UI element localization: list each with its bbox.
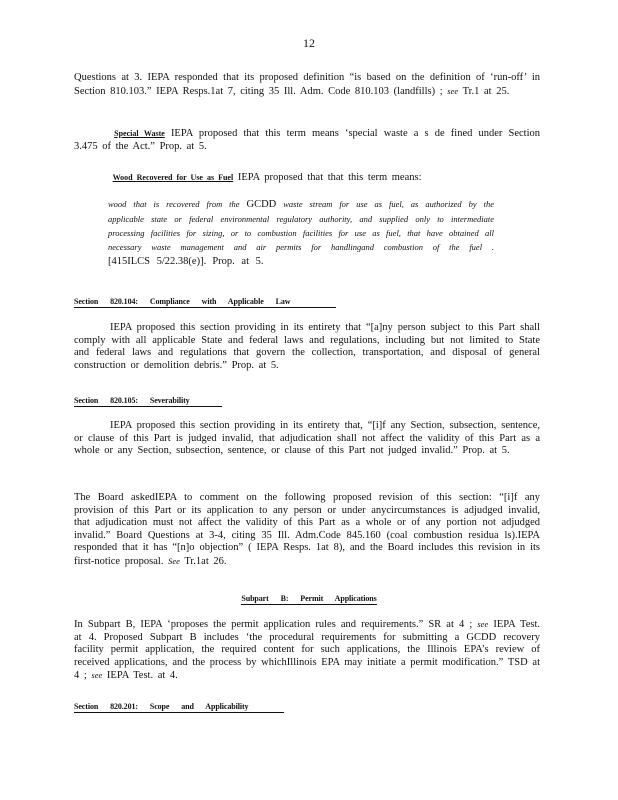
definition-prop: Prop. at 5. xyxy=(212,256,264,267)
subpart-b-text-c: IEPA Test. at 4. xyxy=(106,670,178,682)
definition-citation: [415ILCS 5/22.38(e)]. xyxy=(108,256,207,267)
definition-gcdd: GCDD xyxy=(246,199,277,210)
subpart-b-text-a: In Subpart B, IEPA ‘proposes the permit application rules and requirements.” SR at 4 ; xyxy=(74,619,473,630)
section-820-104-heading: Section 820.104: Compliance with Applicable Law xyxy=(74,297,336,308)
board-revision-text: The Board askedIEPA to comment on the following proposed revision of this section: “[i]f any provision of this Part or its application to any person or under anycircumstances is adjudged invalid, that adjudication must not affect the validity of this Part as a whole or of any portion not adjudged invalid.” Board Questions at 3-4, citing 35 Ill. Adm.Code 845.160 (coal combustion residua ls).IEPA responded that it has “[n]o objection” ( IEPA Resps. 1at 8), and the Board includes this revision in its first-notice proposal. xyxy=(74,492,540,567)
special-waste-text: IEPA proposed that this term means ‘special waste a s de fined under Section 3.475 of the Act.” Prop. at 5. xyxy=(74,128,541,152)
wood-fuel-definition-quote xyxy=(108,197,494,269)
see-signal: see xyxy=(91,670,103,681)
special-waste-definition xyxy=(74,128,540,153)
see-signal: See xyxy=(168,555,180,566)
paragraph-tail: Tr.1 at 25. xyxy=(462,85,510,97)
wood-fuel-text: IEPA proposed that that this term means: xyxy=(237,172,422,183)
paragraph-runoff-definition xyxy=(74,72,540,98)
subpart-b-paragraph xyxy=(74,618,540,683)
definition-italic-rest: waste stream for use as fuel, as authorized by the applicable state or federal environmental regulatory authority, and supplied only to intermediate processing facilities for sizing, or to combustion facilities for use as fuel, that have obtained all necessary waste management and air permits for handlingand combustion of the fuel . xyxy=(108,199,494,252)
see-signal: see xyxy=(477,619,489,629)
section-820-201-heading: Section 820.201: Scope and Applicability xyxy=(74,702,284,713)
page-number: 12 xyxy=(303,36,315,50)
subpart-b-heading-wrap xyxy=(0,588,618,606)
wood-fuel-intro xyxy=(74,172,540,185)
section-820-105-heading: Section 820.105: Severability xyxy=(74,396,222,407)
board-revision-paragraph xyxy=(74,492,540,569)
wood-fuel-term: Wood Recovered for Use as Fuel xyxy=(112,173,234,182)
board-revision-tail: Tr.1at 26. xyxy=(184,555,227,567)
special-waste-term: Special Waste xyxy=(114,129,165,138)
section-820-105-text: IEPA proposed this section providing in its entirety that, “[i]f any Section, subsection, sentence, or clause of this Part is judged invalid, that adjudication shall not affect the validity of this Part as a whole or any Section, subsection, sentence, or clause of this Part not judged invalid.” Prop. at 5. xyxy=(74,420,540,457)
paragraph-text: Questions at 3. IEPA responded that its proposed definition “is based on the definition of ‘run-off’ in Section 810.103.” IEPA Resps.1at 7, citing 35 Ill. Adm. Code 810.103 (landfills) ; xyxy=(74,72,540,97)
section-820-104-text: IEPA proposed this section providing in its entirety that “[a]ny person subject to this Part shall comply with all applicable State and federal laws and regulations, including but not limited to State and federal laws and regulations that govern the collection, transportation, and disposal of general construction or demolition debris.” Prop. at 5. xyxy=(74,322,540,371)
subpart-b-heading: Subpart B: Permit Applications xyxy=(241,594,377,603)
definition-italic-lead: wood that is recovered from the xyxy=(108,199,240,209)
subpart-b-text-b: IEPA Test. at 4. Proposed Subpart B includes ‘the procedural requirements for submitting a GCDD recovery facility permit application, the required content for such applications, the Illinois EPA’s review of received applications, and the process by whichIllinois EPA may initiate a permit modification.” TSD at 4 ; xyxy=(74,619,541,682)
see-signal: see xyxy=(447,85,459,96)
